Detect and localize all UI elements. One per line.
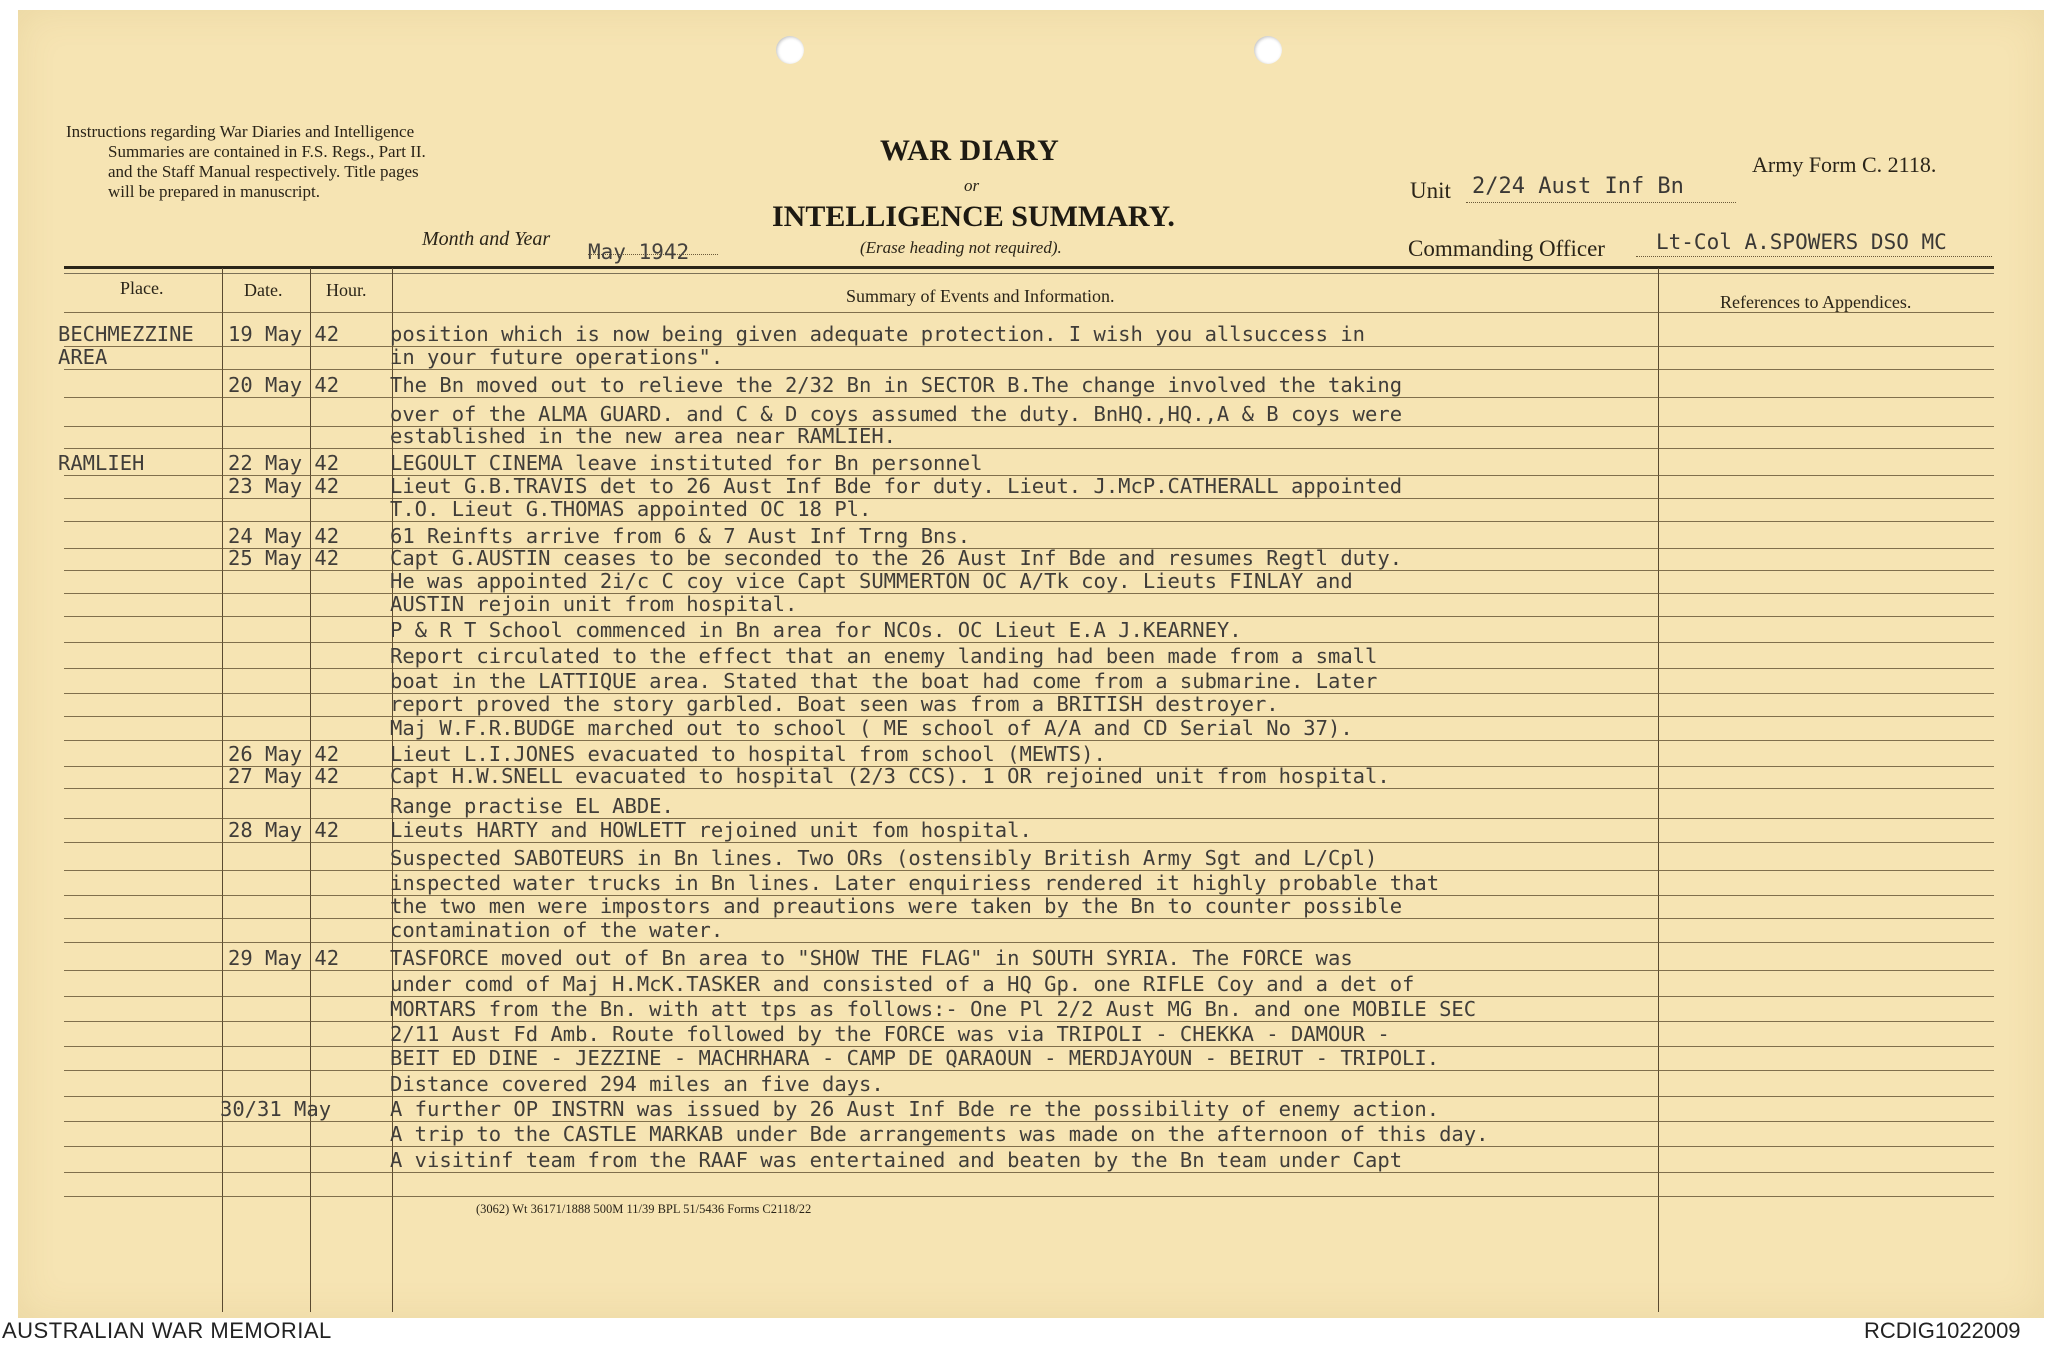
instructions-line: Summaries are contained in F.S. Regs., Part II.: [108, 142, 426, 161]
entry-text: Capt H.W.SNELL evacuated to hospital (2/3 CCS). 1 OR rejoined unit from hospital.: [390, 764, 1390, 788]
entry-date: 25 May 42: [228, 546, 340, 570]
entry-text: established in the new area near RAMLIEH.: [390, 424, 897, 448]
entry-date: 22 May 42: [228, 451, 340, 475]
entry-text: inspected water trucks in Bn lines. Later enquiriess rendered it highly probable that: [390, 871, 1440, 895]
entry-date: 30/31 May: [220, 1097, 332, 1121]
entry-place: BECHMEZZINE: [58, 322, 194, 346]
entry-place: AREA: [58, 345, 108, 369]
unit-dotted-line: [1466, 202, 1736, 203]
ruled-line: [64, 616, 1994, 617]
ruled-line: [64, 788, 1994, 789]
entry-text: T.O. Lieut G.THOMAS appointed OC 18 Pl.: [390, 497, 872, 521]
entry-text: Capt G.AUSTIN ceases to be seconded to the 26 Aust Inf Bde and resumes Regtl duty.: [390, 546, 1403, 570]
entry-date: 27 May 42: [228, 764, 340, 788]
ruled-line: [64, 426, 1994, 427]
ruled-line: [64, 642, 1994, 643]
commanding-officer-label: Commanding Officer: [1408, 236, 1605, 261]
form-subtitle: INTELLIGENCE SUMMARY.: [772, 200, 1175, 233]
entry-date: 28 May 42: [228, 818, 340, 842]
column-divider-place: [222, 268, 223, 1312]
ruled-line: [64, 740, 1994, 741]
archive-credit: AUSTRALIAN WAR MEMORIAL: [2, 1318, 332, 1343]
entry-text: 2/11 Aust Fd Amb. Route followed by the FORCE was via TRIPOLI - CHEKKA - DAMOUR -: [390, 1022, 1390, 1046]
entry-text: TASFORCE moved out of Bn area to "SHOW THE FLAG" in SOUTH SYRIA. The FORCE was: [390, 946, 1353, 970]
form-title-or: or: [964, 176, 980, 195]
entry-text: BEIT ED DINE - JEZZINE - MACHRHARA - CAMP DE QARAOUN - MERDJAYOUN - BEIRUT - TRIPOLI.: [390, 1046, 1440, 1070]
erase-note: (Erase heading not required).: [860, 238, 1062, 257]
entry-text: Lieut L.I.JONES evacuated to hospital from school (MEWTS).: [390, 742, 1106, 766]
entry-text: Lieut G.B.TRAVIS det to 26 Aust Inf Bde for duty. Lieut. J.McP.CATHERALL appointed: [390, 474, 1403, 498]
ruled-line: [64, 369, 1994, 370]
army-form-number: Army Form C. 2118.: [1752, 152, 1937, 177]
entry-text: A further OP INSTRN was issued by 26 Aust Inf Bde re the possibility of enemy action.: [390, 1097, 1440, 1121]
form-instructions: [66, 122, 586, 202]
entry-text: The Bn moved out to relieve the 2/32 Bn in SECTOR B.The change involved the taking: [390, 373, 1403, 397]
column-header-references: References to Appendices.: [1720, 292, 1912, 312]
column-header-rule: [64, 312, 1994, 313]
instructions-line: will be prepared in manuscript.: [108, 182, 320, 201]
entry-date: 29 May 42: [228, 946, 340, 970]
entry-text: LEGOULT CINEMA leave instituted for Bn personnel: [390, 451, 983, 475]
entry-text: in your future operations".: [390, 345, 724, 369]
entry-text: P & R T School commenced in Bn area for NCOs. OC Lieut E.A J.KEARNEY.: [390, 618, 1242, 642]
column-header-hour: Hour.: [326, 280, 367, 300]
entry-text: the two men were impostors and preautions were taken by the Bn to counter possible: [390, 894, 1403, 918]
entry-text: position which is now being given adequate protection. I wish you allsuccess in: [390, 322, 1366, 346]
entry-text: A visitinf team from the RAAF was entertained and beaten by the Bn team under Capt: [390, 1148, 1403, 1172]
ruled-line: [64, 397, 1994, 398]
entry-text: MORTARS from the Bn. with att tps as follows:- One Pl 2/2 Aust MG Bn. and one MOBILE SEC: [390, 997, 1477, 1021]
ruled-line: [64, 942, 1994, 943]
ruled-line: [64, 498, 1994, 499]
commanding-officer-value: Lt-Col A.SPOWERS DSO MC: [1656, 230, 1947, 254]
instructions-line: and the Staff Manual respectively. Title pages: [108, 162, 419, 181]
column-divider-summary: [1658, 268, 1659, 1312]
entry-text: report proved the story garbled. Boat seen was from a BRITISH destroyer.: [390, 692, 1279, 716]
ruled-line: [64, 593, 1994, 594]
entry-text: Lieuts HARTY and HOWLETT rejoined unit fom hospital.: [390, 818, 1032, 842]
entry-text: over of the ALMA GUARD. and C & D coys assumed the duty. BnHQ.,HQ.,A & B coys were: [390, 402, 1403, 426]
entry-date: 24 May 42: [228, 524, 340, 548]
entry-text: Suspected SABOTEURS in Bn lines. Two ORs (ostensibly British Army Sgt and L/Cpl): [390, 846, 1378, 870]
month-year-label: Month and Year: [422, 228, 551, 250]
co-dotted-line: [1636, 256, 1992, 257]
ruled-line: [64, 448, 1994, 449]
header-rule-thin: [64, 273, 1994, 274]
column-header-date: Date.: [244, 280, 283, 300]
unit-label: Unit: [1410, 178, 1451, 203]
ruled-line: [64, 1070, 1994, 1071]
punch-hole-left: [776, 36, 804, 64]
entry-date: 26 May 42: [228, 742, 340, 766]
entry-text: A trip to the CASTLE MARKAB under Bde arrangements was made on the afternoon of this day.: [390, 1122, 1489, 1146]
column-header-summary: Summary of Events and Information.: [846, 286, 1115, 306]
entry-text: He was appointed 2i/c C coy vice Capt SUMMERTON OC A/Tk coy. Lieuts FINLAY and: [390, 569, 1353, 593]
archive-reference: RCDIG1022009: [1864, 1318, 2021, 1343]
entry-date: 23 May 42: [228, 474, 340, 498]
ruled-line: [64, 521, 1994, 522]
column-divider-date: [310, 268, 311, 1312]
entry-text: 61 Reinfts arrive from 6 & 7 Aust Inf Trng Bns.: [390, 524, 971, 548]
entry-text: boat in the LATTIQUE area. Stated that the boat had come from a submarine. Later: [390, 669, 1378, 693]
entry-place: RAMLIEH: [58, 451, 145, 475]
form-title: WAR DIARY: [880, 134, 1060, 167]
entry-text: contamination of the water.: [390, 918, 724, 942]
ruled-line: [64, 346, 1994, 347]
entry-text: Report circulated to the effect that an enemy landing had been made from a small: [390, 644, 1378, 668]
entry-text: Maj W.F.R.BUDGE marched out to school ( ME school of A/A and CD Serial No 37).: [390, 716, 1353, 740]
entry-date: 20 May 42: [228, 373, 340, 397]
entry-text: Range practise EL ABDE.: [390, 794, 674, 818]
table-bottom-rule: [64, 1196, 1994, 1197]
column-header-place: Place.: [120, 278, 164, 298]
entry-date: 19 May 42: [228, 322, 340, 346]
ruled-line: [64, 842, 1994, 843]
entry-text: under comd of Maj H.McK.TASKER and consisted of a HQ Gp. one RIFLE Coy and a det of: [390, 972, 1415, 996]
month-year-value: May 1942: [588, 240, 690, 264]
ruled-line: [64, 1146, 1994, 1147]
unit-value: 2/24 Aust Inf Bn: [1472, 174, 1684, 199]
printer-imprint: (3062) Wt 36171/1888 500M 11/39 BPL 51/5436 Forms C2118/22: [476, 1202, 812, 1216]
ruled-line: [64, 918, 1994, 919]
entry-text: Distance covered 294 miles an five days.: [390, 1072, 884, 1096]
ruled-line: [64, 1172, 1994, 1173]
punch-hole-right: [1254, 36, 1282, 64]
ruled-line: [64, 970, 1994, 971]
entry-text: AUSTIN rejoin unit from hospital.: [390, 592, 798, 616]
header-rule: [64, 266, 1994, 269]
instructions-line: Instructions regarding War Diaries and Intelligence: [66, 122, 415, 141]
